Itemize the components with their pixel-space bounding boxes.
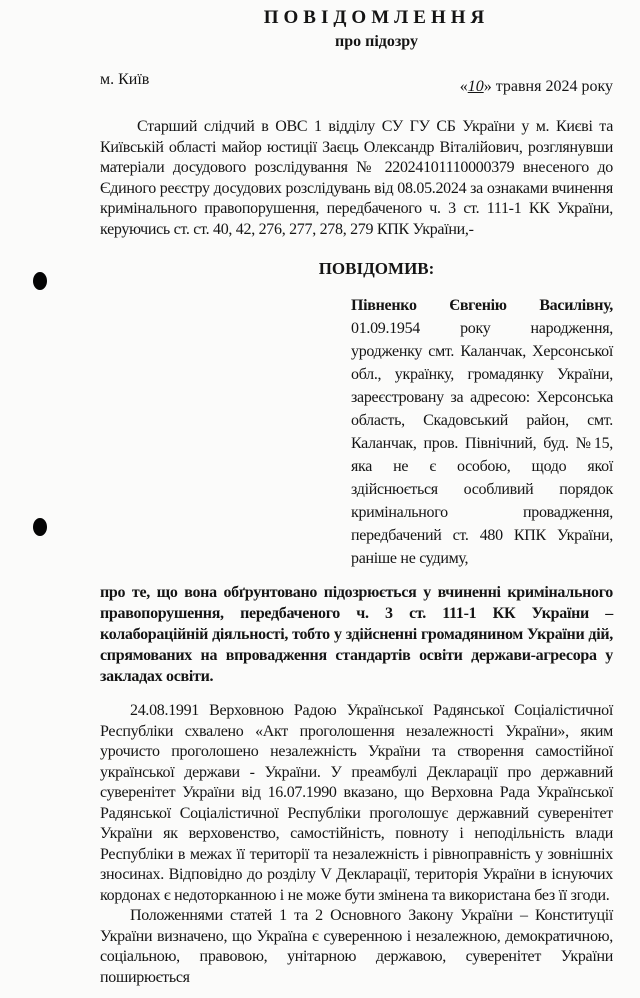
city: м. Київ: [100, 71, 150, 88]
document-title: ПОВІДОМЛЕННЯ: [263, 7, 490, 28]
suspect-details: 01.09.1954 року народження, уродженку смт. Каланчак, Херсонської обл., українку, громадянку України, зареєстровану за адресою: Херсонська область, Скадовський район, смт. Каланчак, пров. Північний, буд. №15, яка не є особою, щодо якої здійснюється особливий порядок кримінального провадження, передбачений ст. 480 КПК України, раніше не судиму,: [351, 320, 613, 567]
intro-paragraph: Старший слідчий в ОВС 1 відділу СУ ГУ СБ України у м. Києві та Київській області майор юстиції Заєць Олександр Віталійович, розглянувши матеріали досудового розслідування № 22024101110000379 внесеного до Єдиного реєстру досудових розслідувань від 08.05.2024 за ознаками вчинення кримінального правопорушення, передбаченого ч. 3 ст. 111-1 КК України, керуючись ст. ст. 40, 42, 276, 277, 278, 279 КПК України,-: [100, 118, 613, 238]
date-open-quote: «: [459, 78, 468, 95]
suspicion-paragraph: про те, що вона обґрунтовано підозрюється у вчиненні кримінального правопорушення, передбаченого ч. 3 ст. 111-1 КК України – колабораційній діяльності, тобто у здійсненні громадянином України дій, спрямованих на впровадження стандартів освіти держави-агресора у закладах освіти.: [100, 584, 613, 685]
paragraph-constitution: Положеннями статей 1 та 2 Основного Закону України – Конституції України визначено, що Україна є суверенною і незалежною, демократичною, соціальною, правовою, унітарною державою, суверенітет України поширюється: [100, 907, 613, 986]
date-rest: » травня 2024 року: [483, 78, 613, 95]
suspect-name: Півненко Євгенію Василівну,: [351, 297, 613, 314]
paragraph-1991: 24.08.1991 Верховною Радою Української Радянської Соціалістичної Республіки схвалено «Акт проголошення незалежності України», яким урочисто проголошено незалежність України та створення самостійної української держави - України. У преамбулі Декларації про державний суверенітет України від 16.07.1990 вказано, що Верховна Рада Української Радянської Соціалістичної Республіки проголошує державний суверенітет України як верховенство, самостійність, повноту і неподільність влади Республіки в межах її території та незалежність і рівноправність у зовнішніх зносинах. Відповідно до розділу V Декларації, територія України в існуючих кордонах є недоторканною і не може бути змінена та використана без її згоди.: [100, 702, 613, 904]
document-date: [460, 77, 613, 97]
suspect-block: [351, 294, 613, 570]
date-day: 10: [467, 78, 484, 95]
place-date-line: [100, 70, 613, 97]
section-heading: ПОВІДОМИВ:: [318, 259, 435, 278]
document-subtitle: про підозру: [335, 33, 418, 50]
